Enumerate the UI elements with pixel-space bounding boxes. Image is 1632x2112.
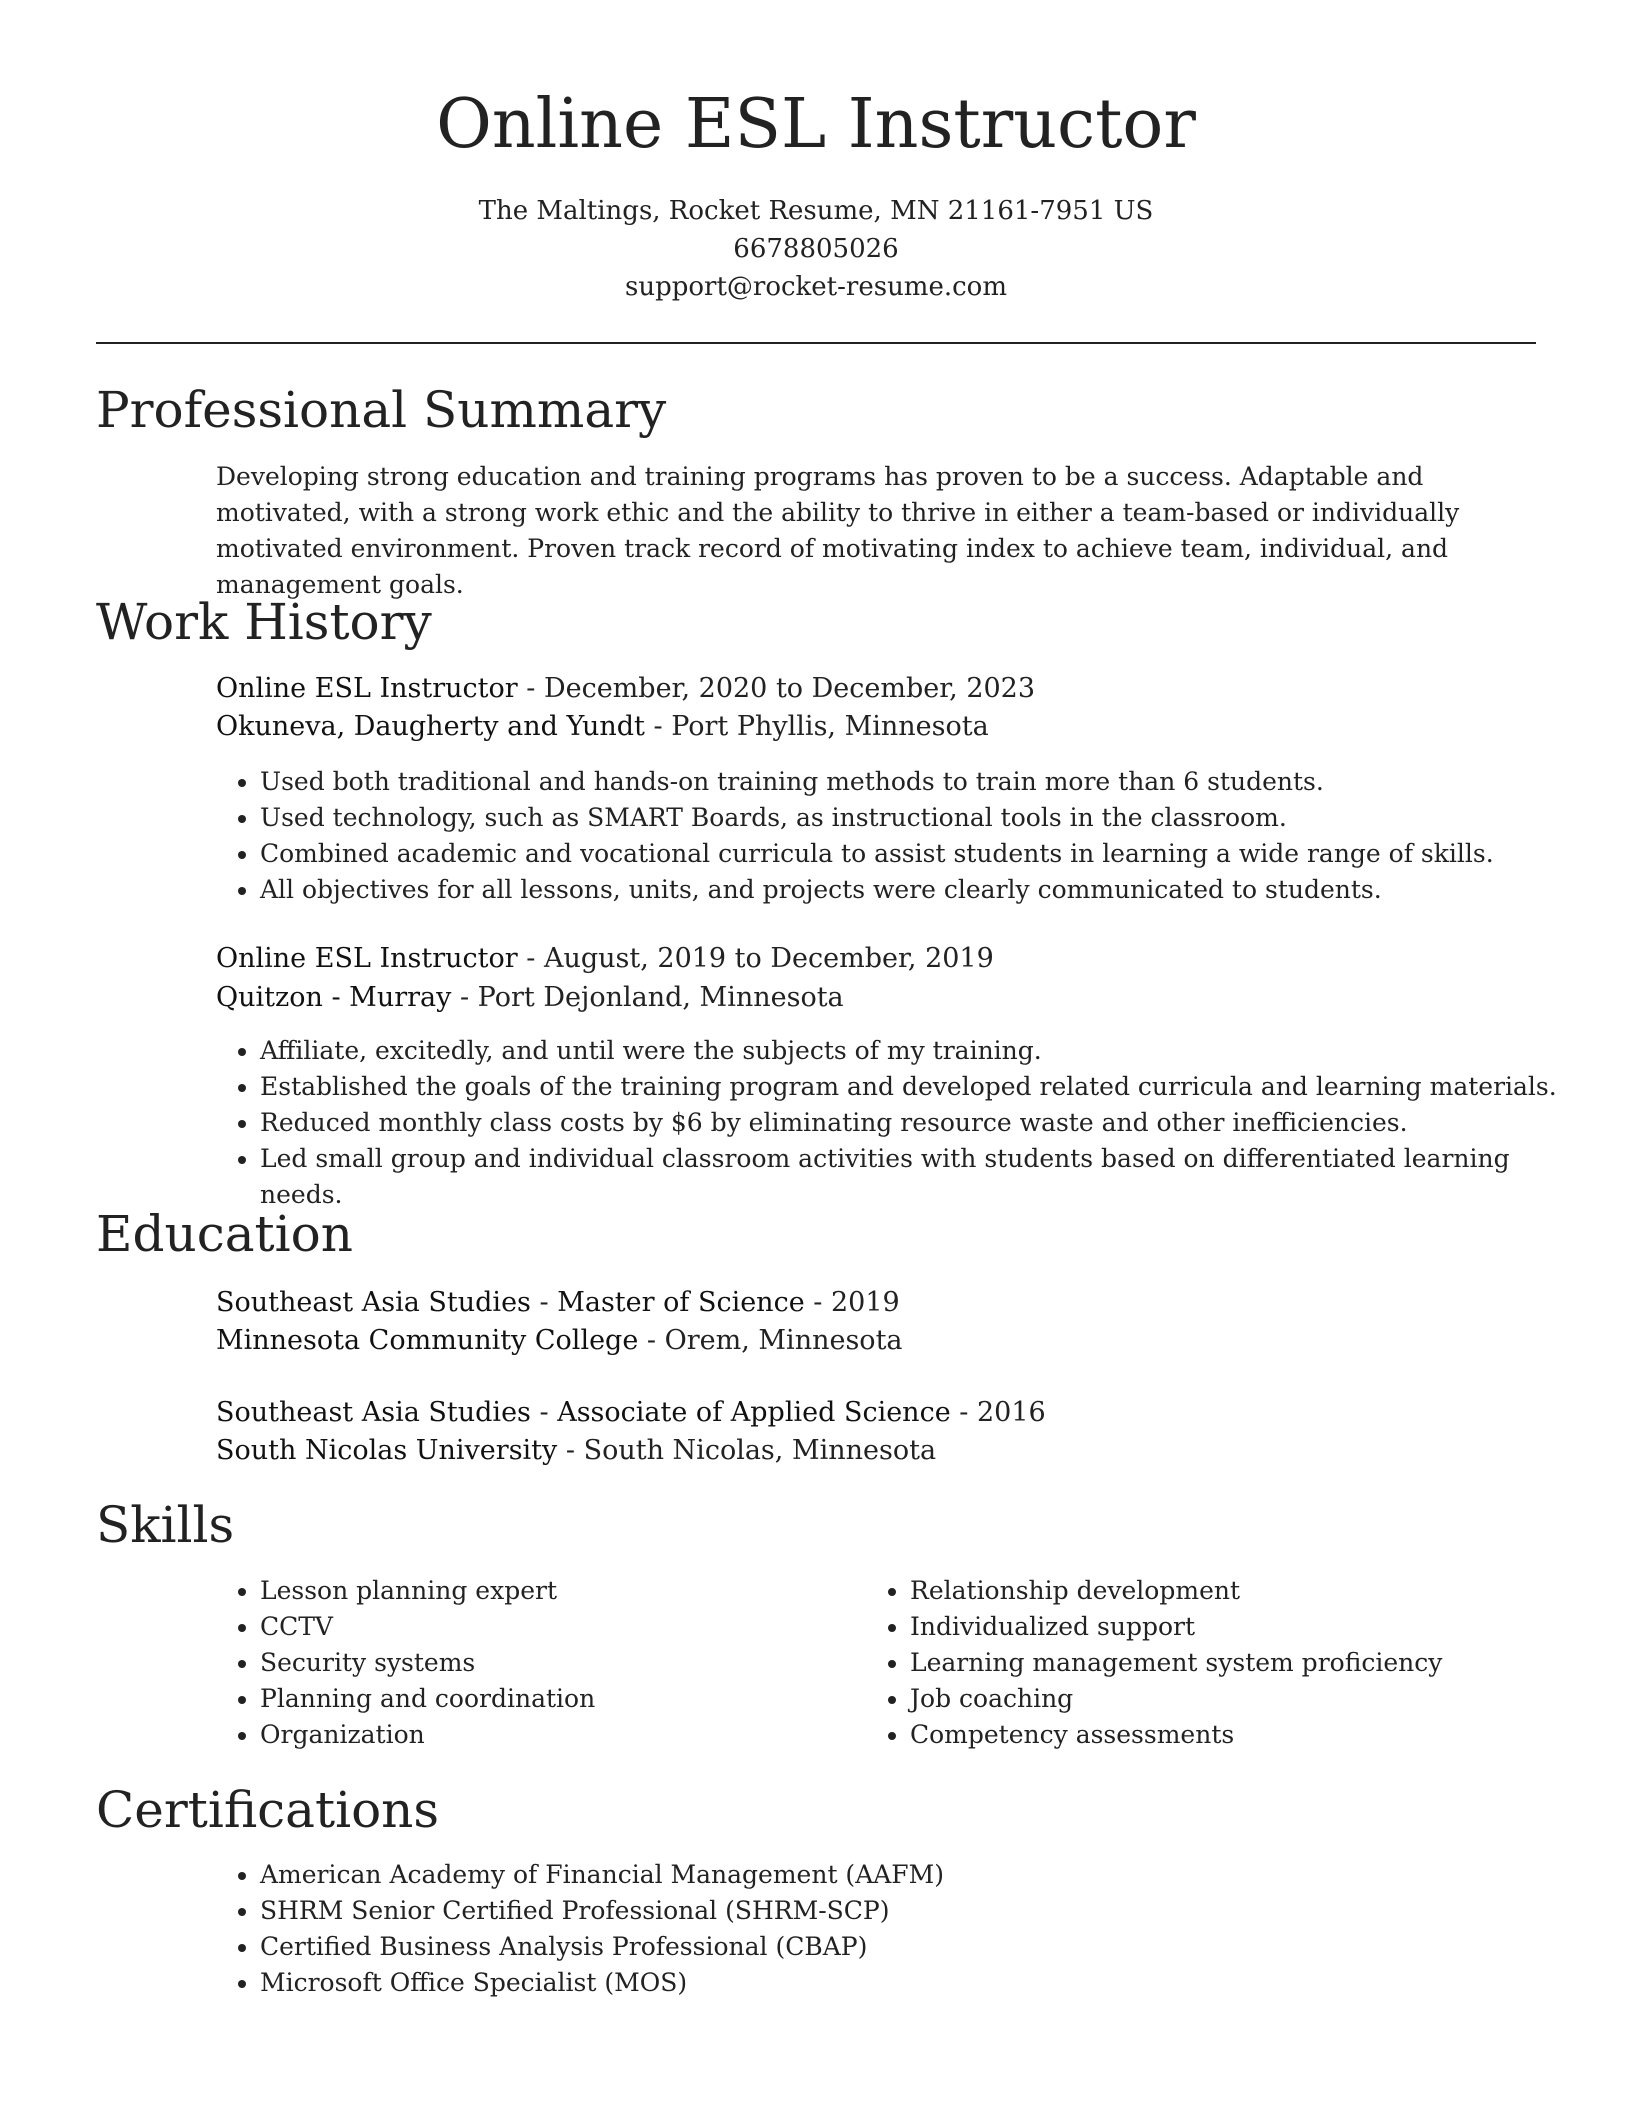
list-item: • All objectives for all lessons, units, and projects were clearly communicated to students. bbox=[260, 872, 1580, 908]
job-company: Quitzon - Murray bbox=[216, 982, 452, 1013]
education-school-line bbox=[216, 1322, 1516, 1360]
education-location: Orem, Minnesota bbox=[664, 1325, 903, 1356]
education-degree: Master of Science bbox=[557, 1287, 805, 1318]
job-dates: August, 2019 to December, 2019 bbox=[543, 943, 994, 974]
job-location: Port Dejonland, Minnesota bbox=[477, 982, 844, 1013]
separator: - bbox=[451, 982, 478, 1013]
list-item: • Planning and coordination bbox=[260, 1681, 860, 1717]
section-heading-education: Education bbox=[96, 1205, 353, 1263]
education-degree-line bbox=[216, 1284, 1516, 1322]
list-item: • Competency assessments bbox=[910, 1717, 1570, 1753]
education-degree-line bbox=[216, 1394, 1516, 1432]
job-company: Okuneva, Daugherty and Yundt bbox=[216, 711, 645, 742]
job-title-line bbox=[216, 940, 1516, 978]
list-item: • Used technology, such as SMART Boards, as instructional tools in the classroom. bbox=[260, 800, 1580, 836]
job-title: Online ESL Instructor bbox=[216, 673, 518, 704]
education-year: 2019 bbox=[830, 1287, 900, 1318]
contact-address: The Maltings, Rocket Resume, MN 21161-7951 US bbox=[478, 196, 1154, 226]
list-item: • Security systems bbox=[260, 1645, 860, 1681]
list-item: • Used both traditional and hands-on training methods to train more than 6 students. bbox=[260, 764, 1580, 800]
certifications-list bbox=[216, 1857, 1580, 2001]
header-divider bbox=[96, 342, 1536, 344]
list-item: • Relationship development bbox=[910, 1573, 1570, 1609]
list-item: • Learning management system proficiency bbox=[910, 1645, 1570, 1681]
list-item: • Led small group and individual classroom activities with students based on differentiated learning needs. bbox=[260, 1141, 1580, 1213]
list-item: • Certified Business Analysis Professional (CBAP) bbox=[260, 1929, 1580, 1965]
list-item: • Individualized support bbox=[910, 1609, 1570, 1645]
contact-block bbox=[0, 192, 1632, 306]
list-item: • Microsoft Office Specialist (MOS) bbox=[260, 1965, 1580, 2001]
separator: - bbox=[530, 1397, 558, 1428]
separator: - bbox=[530, 1287, 558, 1318]
list-item: • American Academy of Financial Management (AAFM) bbox=[260, 1857, 1580, 1893]
section-heading-summary: Professional Summary bbox=[96, 381, 667, 439]
skills-list-right bbox=[866, 1573, 1570, 1753]
contact-email: support@rocket-resume.com bbox=[624, 272, 1007, 302]
separator: - bbox=[517, 943, 544, 974]
list-item: • Lesson planning expert bbox=[260, 1573, 860, 1609]
education-location: South Nicolas, Minnesota bbox=[583, 1435, 937, 1466]
education-degree: Associate of Applied Science bbox=[557, 1397, 951, 1428]
section-heading-skills: Skills bbox=[96, 1496, 235, 1554]
separator: - bbox=[517, 673, 544, 704]
separator: - bbox=[638, 1325, 665, 1356]
separator: - bbox=[950, 1397, 977, 1428]
separator: - bbox=[804, 1287, 831, 1318]
skills-list-left bbox=[216, 1573, 860, 1753]
job-title-line bbox=[216, 670, 1516, 708]
section-heading-work: Work History bbox=[96, 593, 432, 651]
education-school: South Nicolas University bbox=[216, 1435, 558, 1466]
job-company-line bbox=[216, 979, 1516, 1017]
education-field: Southeast Asia Studies bbox=[216, 1397, 531, 1428]
education-field: Southeast Asia Studies bbox=[216, 1287, 531, 1318]
education-school: Minnesota Community College bbox=[216, 1325, 639, 1356]
section-heading-certifications: Certifications bbox=[96, 1781, 440, 1839]
separator: - bbox=[557, 1435, 584, 1466]
list-item: • Job coaching bbox=[910, 1681, 1570, 1717]
list-item: • Established the goals of the training program and developed related curricula and learning materials. bbox=[260, 1069, 1580, 1105]
education-school-line bbox=[216, 1432, 1516, 1470]
job-bullets bbox=[216, 1033, 1580, 1213]
job-title: Online ESL Instructor bbox=[216, 943, 518, 974]
job-dates: December, 2020 to December, 2023 bbox=[543, 673, 1036, 704]
summary-text: Developing strong education and training programs has proven to be a success. Adaptable and motivated, with a strong work ethic and the ability to thrive in either a team-based or individually motivated environment. Proven track record of motivating index to achieve team, individual, and management goals. bbox=[216, 462, 1460, 599]
list-item: • Affiliate, excitedly, and until were the subjects of my training. bbox=[260, 1033, 1580, 1069]
job-company-line bbox=[216, 708, 1516, 746]
list-item: • Combined academic and vocational curricula to assist students in learning a wide range of skills. bbox=[260, 836, 1580, 872]
job-bullets bbox=[216, 764, 1580, 908]
list-item: • Reduced monthly class costs by $6 by eliminating resource waste and other inefficiencies. bbox=[260, 1105, 1580, 1141]
job-location: Port Phyllis, Minnesota bbox=[671, 711, 989, 742]
separator: - bbox=[644, 711, 672, 742]
list-item: • SHRM Senior Certified Professional (SHRM-SCP) bbox=[260, 1893, 1580, 1929]
list-item: • Organization bbox=[260, 1717, 860, 1753]
education-year: 2016 bbox=[976, 1397, 1046, 1428]
resume-name: Online ESL Instructor bbox=[436, 85, 1196, 164]
list-item: • CCTV bbox=[260, 1609, 860, 1645]
contact-phone: 6678805026 bbox=[733, 234, 899, 264]
